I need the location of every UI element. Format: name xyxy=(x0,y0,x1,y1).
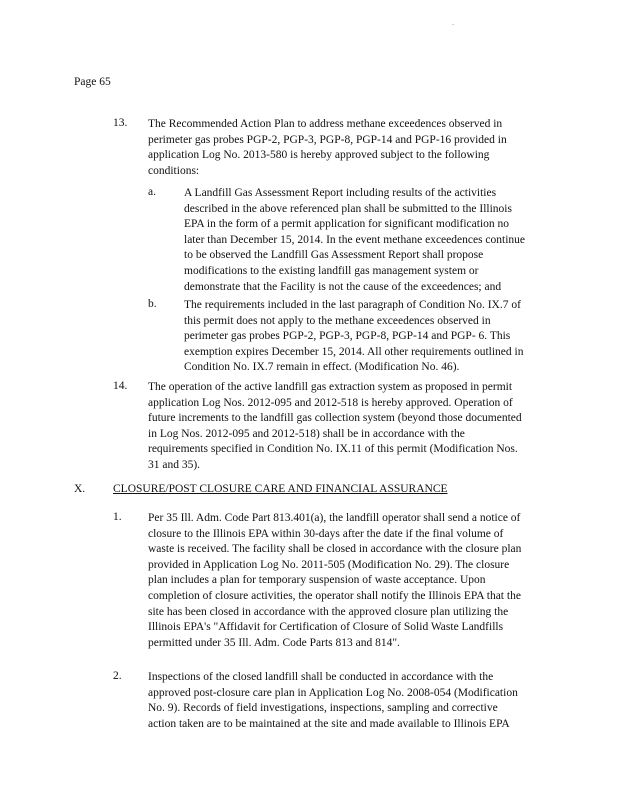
text-line: Inspections of the closed landfill shall be conducted in accordance with the xyxy=(148,671,494,683)
text-line: site has been closed in accordance with the approved closure plan utilizing the xyxy=(148,605,509,618)
section-item-1-number: 1. xyxy=(113,511,122,523)
subitem-a-text xyxy=(184,186,526,295)
text-line: completion of closure activities, the operator shall notify the Illinois EPA that the xyxy=(148,589,521,602)
text-line: The Recommended Action Plan to address methane exceedences observed in xyxy=(148,118,503,130)
section-item-2-number: 2. xyxy=(113,670,122,682)
text-line: plan includes a plan for temporary suspension of waste acceptance. Upon xyxy=(148,574,486,587)
item-14-text xyxy=(148,380,520,474)
text-line: The requirements included in the last paragraph of Condition No. IX.7 of xyxy=(184,299,521,311)
text-line: described in the above referenced plan shall be submitted to the Illinois xyxy=(184,202,512,215)
text-line: perimeter gas probes PGP-2, PGP-3, PGP-8, PGP-14 and PGP- 6. This xyxy=(184,330,511,343)
text-line: demonstrate that the Facility is not the cause of the exceedences; and xyxy=(184,280,502,293)
text-line: permitted under 35 Ill. Adm. Code Parts 813 and 814". xyxy=(148,636,400,649)
text-line: future increments to the landfill gas collection system (beyond those documented xyxy=(148,412,522,425)
text-line: No. 9). Records of field investigations, inspections, sampling and corrective xyxy=(148,702,498,715)
text-line: this permit does not apply to the methane exceedences observed in xyxy=(184,314,491,327)
text-line: in Log Nos. 2012-095 and 2012-518) shall be in accordance with the xyxy=(148,427,465,440)
page-number: Page 65 xyxy=(74,76,111,88)
subitem-b-letter: b. xyxy=(148,298,157,310)
text-line: action taken are to be maintained at the site and made available to Illinois EPA xyxy=(148,717,510,730)
text-line: Condition No. IX.7 remain in effect. (Modification No. 46). xyxy=(184,361,460,374)
text-line: approved post-closure care plan in Application Log No. 2008-054 (Modification xyxy=(148,686,518,699)
section-item-2-text xyxy=(148,670,520,732)
section-item-1-text xyxy=(148,511,520,651)
section-title: CLOSURE/POST CLOSURE CARE AND FINANCIAL ASSURANCE xyxy=(113,483,448,495)
text-line: application Log Nos. 2012-095 and 2012-518 is hereby approved. Operation of xyxy=(148,396,513,409)
text-line: Illinois EPA's "Affidavit for Certification of Closure of Solid Waste Landfills xyxy=(148,621,504,634)
text-line: requirements specified in Condition No. IX.11 of this permit (Modification Nos. xyxy=(148,443,518,456)
text-line: perimeter gas probes PGP-2, PGP-3, PGP-8, PGP-14 and PGP-16 provided in xyxy=(148,133,507,146)
text-line: 31 and 35). xyxy=(148,458,201,471)
section-number: X. xyxy=(74,483,86,495)
text-line: EPA in the form of a permit application for significant modification no xyxy=(184,218,510,231)
corner-mark: . xyxy=(452,18,454,27)
subitem-a-letter: a. xyxy=(148,186,156,198)
item-14-number: 14. xyxy=(113,380,128,392)
text-line: closure to the Illinois EPA within 30-days after the date if the final volume of xyxy=(148,527,504,540)
text-line: to be observed the Landfill Gas Assessment Report shall propose xyxy=(184,249,484,262)
text-line: later than December 15, 2014. In the event methane exceedences continue xyxy=(184,233,526,246)
item-13-number: 13. xyxy=(113,117,128,129)
text-line: modifications to the existing landfill gas management system or xyxy=(184,264,479,277)
text-line: exemption expires December 15, 2014. All other requirements outlined in xyxy=(184,345,524,358)
text-line: conditions: xyxy=(148,164,200,177)
text-line: The operation of the active landfill gas extraction system as proposed in permit xyxy=(148,381,513,393)
text-line: Per 35 Ill. Adm. Code Part 813.401(a), the landfill operator shall send a notice of xyxy=(148,512,521,524)
subitem-b-text xyxy=(184,298,524,376)
text-line: A Landfill Gas Assessment Report including results of the activities xyxy=(184,187,497,199)
text-line: application Log No. 2013-580 is hereby approved subject to the following xyxy=(148,149,490,162)
item-13-text xyxy=(148,117,520,179)
text-line: provided in Application Log No. 2011-505 (Modification No. 29). The closure xyxy=(148,558,510,571)
text-line: waste is received. The facility shall be closed in accordance with the closure plan xyxy=(148,543,522,556)
